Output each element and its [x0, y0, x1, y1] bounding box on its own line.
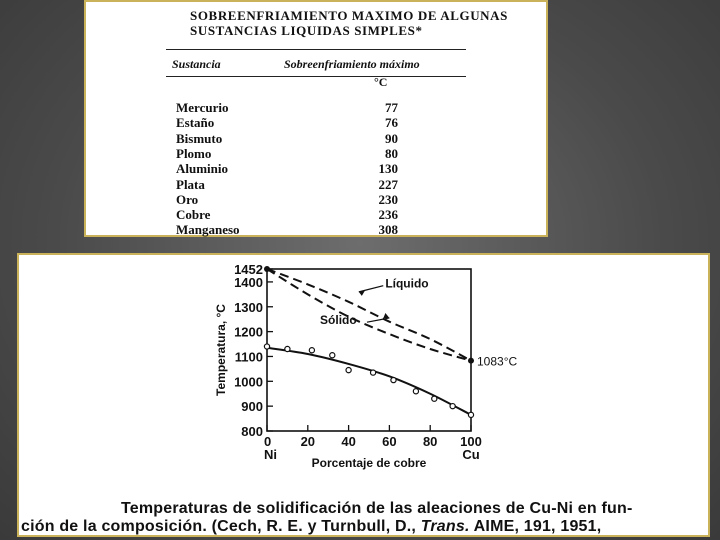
data-point — [330, 353, 335, 358]
liquidus-line — [267, 269, 471, 361]
table-row-name: Cobre — [176, 207, 211, 223]
table-row-name: Bismuto — [176, 130, 223, 146]
x-tick-label: 40 — [341, 434, 356, 449]
x-tick-label: 80 — [422, 434, 438, 449]
table-row-name: Mercurio — [176, 100, 229, 115]
liquid-pointer — [359, 286, 383, 292]
y-tick-label: 1300 — [234, 299, 263, 315]
table-rule-bottom — [166, 76, 466, 77]
table-row-value: 80 — [385, 145, 398, 161]
x-axis-label: Porcentaje de cobre — [311, 456, 427, 470]
table-row-value: 130 — [378, 161, 398, 177]
liquid-label: Líquido — [385, 276, 429, 291]
table-row-value: 230 — [378, 191, 398, 207]
table-row-name: Plata — [176, 176, 205, 192]
data-point — [370, 370, 375, 375]
x-tick-label: 20 — [300, 434, 316, 449]
data-point — [285, 346, 290, 351]
solidus-line — [267, 269, 471, 361]
table-row-value: 77 — [385, 100, 398, 115]
table-row-value: 76 — [385, 115, 398, 131]
y-tick-label: 800 — [241, 424, 263, 439]
data-point — [309, 348, 314, 353]
x-tick-sublabel: Cu — [462, 447, 480, 462]
caption-line2 — [21, 518, 601, 536]
supercooling-table-panel — [84, 0, 548, 237]
solid-arrowhead — [383, 313, 389, 318]
cu-melt-point — [468, 358, 474, 364]
caption-line2-part-c: AIME, 191, 1951, — [469, 518, 602, 535]
data-point — [450, 404, 455, 409]
y-tick-label: 1452 — [234, 262, 263, 277]
data-point — [391, 377, 396, 382]
measured-curve — [267, 348, 471, 415]
table-title-line1: SOBREENFRIAMIENTO MAXIMO DE ALGUNAS — [190, 8, 508, 23]
y-tick-label: 900 — [241, 399, 263, 415]
table-row-name: Oro — [176, 191, 199, 207]
unit-label: °C — [374, 75, 388, 89]
y-tick-label: 1200 — [234, 324, 263, 340]
y-tick-label: 1100 — [234, 349, 263, 365]
table-row-value: 236 — [378, 207, 398, 223]
table-row-value: 308 — [378, 222, 398, 238]
y-axis-label: Temperatura, °C — [214, 304, 228, 396]
data-point — [346, 368, 351, 373]
x-tick-label: 100 — [460, 434, 482, 449]
col-header-value: Sobreenfriamiento máximo — [284, 57, 420, 71]
table-row-value: 227 — [378, 176, 398, 192]
y-tick-label: 1400 — [234, 274, 263, 290]
caption-line2-part-a: ción de la composición. (Cech, R. E. y Turnbull, D., — [21, 518, 421, 535]
table-row-name: Estaño — [176, 115, 215, 131]
table-title-line2: SUSTANCIAS LIQUIDAS SIMPLES* — [190, 23, 423, 38]
plot-frame — [267, 269, 471, 431]
x-tick-label: 60 — [382, 434, 397, 449]
x-tick-label: 0 — [264, 434, 272, 449]
data-point — [264, 344, 269, 349]
data-point — [468, 412, 473, 417]
x-tick-sublabel: Ni — [264, 447, 277, 462]
data-point — [432, 396, 437, 401]
table-row-value: 90 — [385, 130, 398, 146]
y-tick-label: 1000 — [234, 374, 263, 390]
table-row-name: Plomo — [176, 145, 212, 161]
caption-journal: Trans. — [420, 518, 470, 535]
data-point — [413, 389, 418, 394]
solidification-chart-panel — [17, 253, 710, 537]
table-row-name: Manganeso — [176, 222, 240, 238]
cu-ni-chart — [19, 255, 708, 535]
col-header-substance: Sustancia — [172, 57, 221, 71]
table-row-name: Aluminio — [176, 161, 229, 177]
ni-melt-point — [264, 266, 270, 272]
table-rule-top — [166, 49, 466, 50]
solid-label: Sólido — [320, 313, 357, 328]
caption-line1: Temperaturas de solidificación de las aleaciones de Cu-Ni en fun- — [121, 500, 633, 517]
cu-melt-label: 1083°C — [477, 354, 518, 369]
